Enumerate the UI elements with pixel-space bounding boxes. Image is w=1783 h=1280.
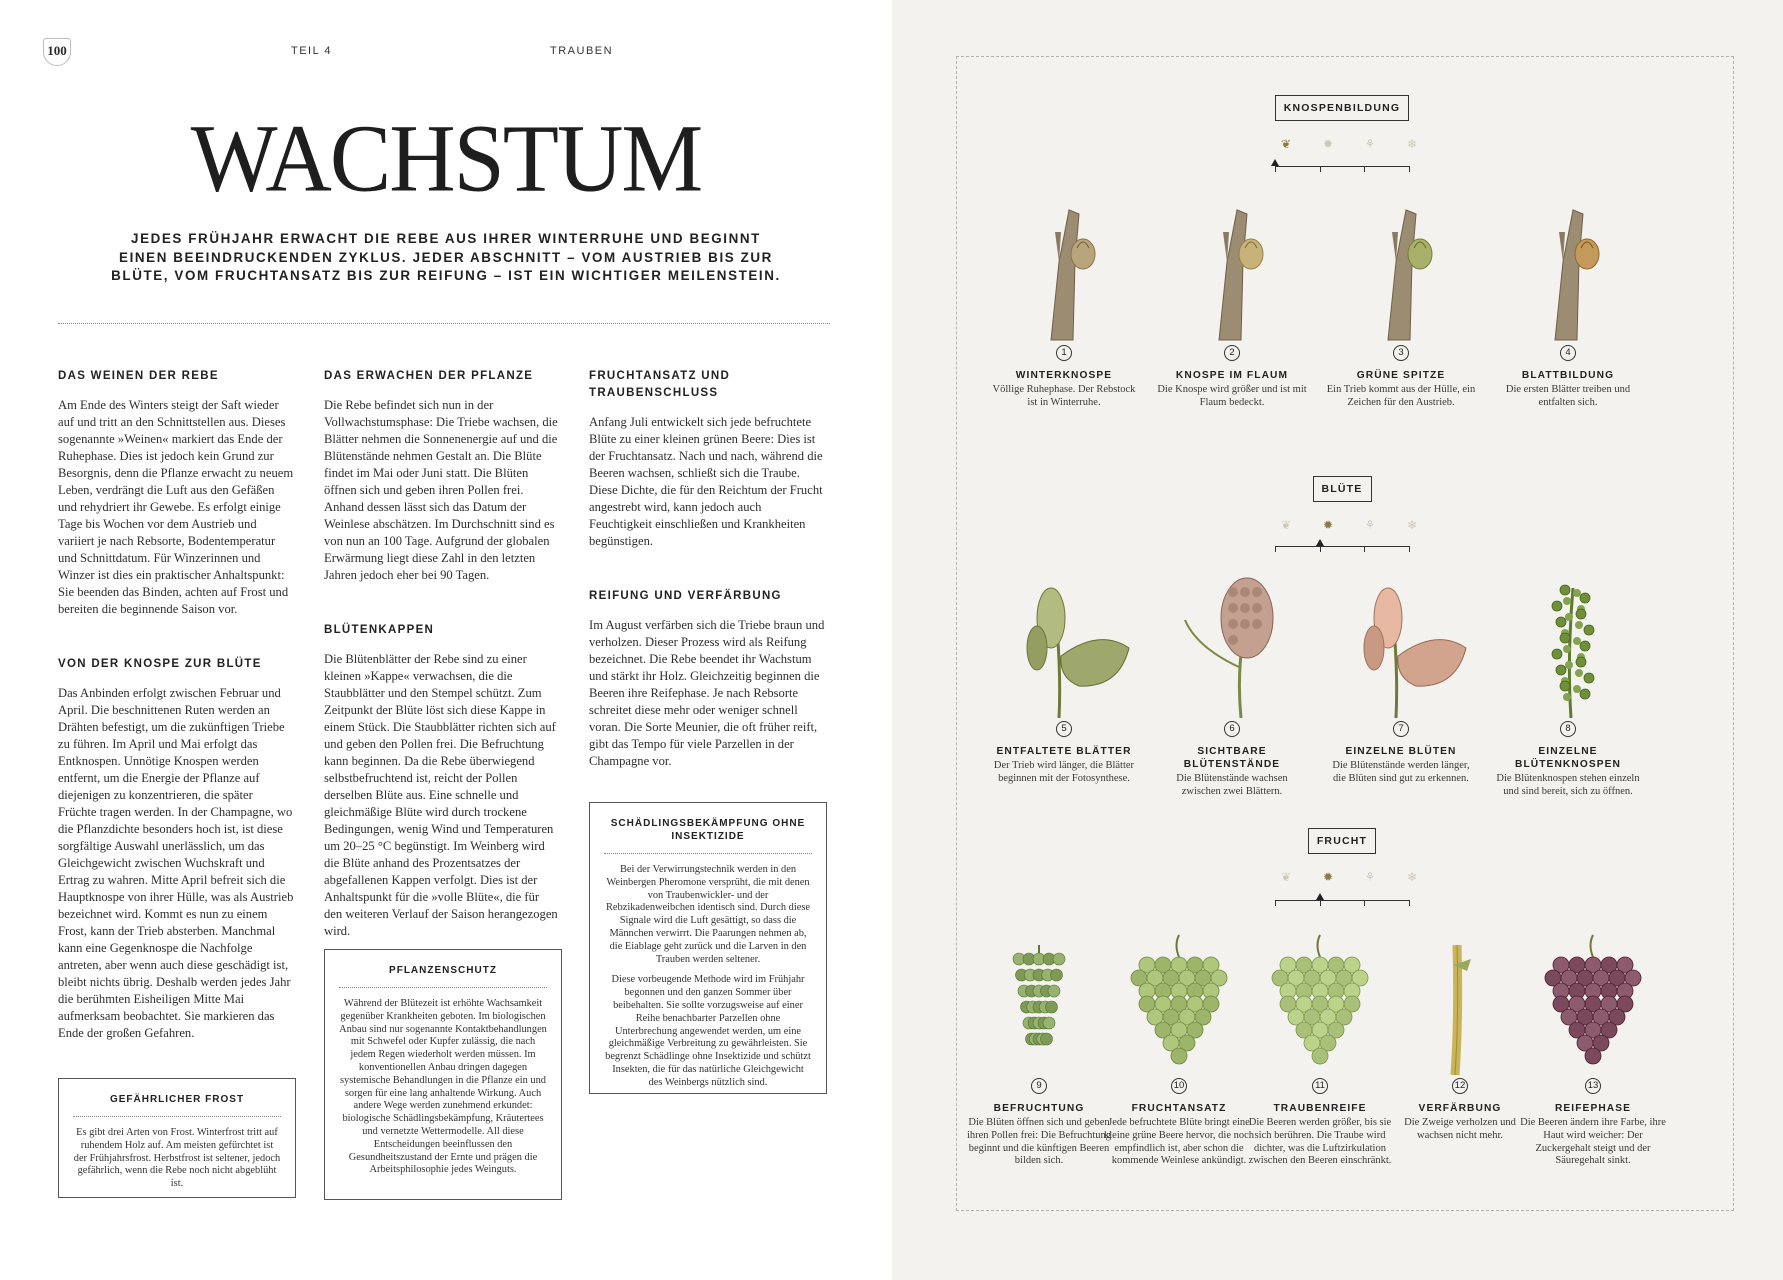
vine-illustration [989,192,1139,342]
section-heading: DAS WEINEN DER REBE [58,370,219,382]
box-heading: SCHÄDLINGSBEKÄMPFUNG OHNE INSEKTIZIDE [610,818,806,842]
section-text: Im August verfärben sich die Triebe braun und verholzen. Dieser Prozess wird als Reifung bezeichnet. Die Rebe beendet ihr Wachstum und stärkt ihr Holz. Gleichzeitig beginnen die Beeren ihre Reifephase. Je nach Rebsorte schreitet diese mehr oder weniger schnell voran. Die Sorte Meunier, die oft früher reift, gibt das Tempo für viele Parzellen in der Champagne vor. [589,618,825,768]
page-number: 100 [43,38,71,66]
stage-number: 13 [1585,1078,1601,1094]
timeline-tick [1320,546,1321,552]
stage-card [1385,925,1535,1143]
season-timeline [1275,546,1409,556]
stage-name: REIFEPHASE [1554,1103,1632,1114]
stage-name: WINTERKNOSPE [1015,370,1113,381]
timeline-tick [1409,166,1410,172]
stage-description: Ein Trieb kommt aus der Hülle, ein Zeichen für den Austrieb. [1326,384,1476,408]
section-heading: FRUCHTANSATZ UND TRAUBENSCHLUSS [589,370,731,399]
stage-card [1104,925,1254,1168]
stage-number: 2 [1224,345,1240,361]
stage-number: 3 [1393,345,1409,361]
leaf-icon: ❦ [1280,137,1292,151]
timeline-tick [1364,900,1365,906]
vine-illustration [989,568,1139,718]
stage-card [1157,568,1307,799]
column-1 [58,368,294,1042]
timeline-tick [1320,900,1321,906]
section-text: Das Anbinden erfolgt zwischen Februar und April. Die beschnittenen Ruten werden an Drähten befestigt, um die zukünftigen Triebe zu führen. Im April und Mai erfolgt das Entknospen. Unnötige Knospen werden entfernt, um die Energie der Pflanze auf diejenigen zu konzentrieren, die später Früchte tragen werden. In der Champagne, wo die Pflanzdichte besonders hoch ist, ist diese sorgfältige Auswahl unerlässlich, um das Gleichgewicht zwischen Wuchskraft und Ertrag zu wahren. Mitte April befreit sich die Hauptknospe von ihrer Hülle, was als Austrieb bezeichnet wird. Kommt es nun zu einem Frost, kann der Trieb absterben. Manchmal kann eine Gegenknospe die Nachfolge antreten, aber wenn auch diese geschädigt ist, bleibt nichts übrig. Deshalb werden jedes Jahr die berühmten Eisheiligen Mitte Mai aufmerksam beobachtet. Sie markieren das Ende der großen Gefahren. [58,686,294,1040]
vine-illustration [964,925,1114,1075]
season-timeline [1275,166,1409,176]
stage-description: Die Beeren ändern ihre Farbe, ihre Haut wird weicher: Der Zuckergehalt steigt und der Säuregehalt sinkt. [1520,1117,1666,1167]
stage-description: Die Blütenknospen stehen einzeln und sind bereit, sich zu öffnen. [1496,773,1640,797]
divider [58,323,830,324]
snowflake-icon: ❄ [1406,870,1418,884]
stage-name: GRÜNE SPITZE [1356,370,1446,381]
stage-description: Völlige Ruhephase. Der Rebstock ist in Winterruhe. [992,384,1136,408]
stage-description: Jede befruchtete Blüte bringt eine kleine grüne Beere hervor, die noch empfindlich ist, aber schon die kommende Weinlese ankündigt. [1104,1117,1255,1167]
intro-text: JEDES FRÜHJAHR ERWACHT DIE REBE AUS IHRER WINTERRUHE UND BEGINNT EINEN BEEINDRUCKENDEN ZYKLUS. JEDER ABSCHNITT – VOM AUSTRIEB BIS ZUR BLÜTE, VOM FRUCHTANSATZ BIS ZUR REIFUNG – IST EIN WICHTIGER MEILENSTEIN. [111,231,781,283]
stage-name: ENTFALTETE BLÄTTER [996,746,1132,757]
stage-card [989,568,1139,786]
stage-card [964,925,1114,1168]
stage-description: Die Blütenstände werden länger, die Blüten sind gut zu erkennen. [1332,760,1470,784]
stage-description: Der Trieb wird länger, die Blätter beginnen mit der Fotosynthese. [993,760,1135,784]
leaf-icon: ❦ [1280,518,1292,532]
running-head-chapter: TRAUBEN [550,45,614,57]
vine-illustration [1157,568,1307,718]
snowflake-icon: ❄ [1406,518,1418,532]
season-timeline [1275,900,1409,910]
stage-card [1326,192,1476,410]
column-3 [589,368,825,770]
stage-number: 1 [1056,345,1072,361]
section-heading: VON DER KNOSPE ZUR BLÜTE [58,658,262,670]
stage-number: 12 [1452,1078,1468,1094]
snowflake-icon: ❄ [1406,137,1418,151]
stage-card [1518,925,1668,1168]
stage-name: VERFÄRBUNG [1418,1103,1502,1114]
sprout-icon: ⚘ [1364,137,1376,151]
stage-card [1493,192,1643,410]
timeline-tick [1409,546,1410,552]
stage-card [1245,925,1395,1168]
vine-illustration [1326,568,1476,718]
stage-card [1326,568,1476,786]
season-icons [1270,869,1418,885]
stage-group-label: KNOSPENBILDUNG [1275,95,1410,121]
timeline-tick [1275,900,1276,906]
box-heading: GEFÄHRLICHER FROST [109,1094,245,1105]
vine-illustration [1104,925,1254,1075]
stage-name: BLATTBILDUNG [1521,370,1615,381]
timeline-tick [1409,900,1410,906]
timeline-tick [1364,546,1365,552]
stage-description: Die Knospe wird größer und ist mit Flaum bedeckt. [1157,384,1307,408]
box-heading: PFLANZENSCHUTZ [389,965,497,976]
timeline-tick [1364,166,1365,172]
box-text: Es gibt drei Arten von Frost. Winterfrost tritt auf ruhendem Holz auf. Am meisten gefürchtet ist der Frühjahrsfrost. Herbstfrost ist seltener, jedoch gefährlich, wenn die Rebe noch nicht abgeblüht ist. [73,1127,281,1190]
vine-illustration [1518,925,1668,1075]
vine-illustration [1326,192,1476,342]
stage-number: 6 [1224,721,1240,737]
timeline-marker [1271,159,1279,166]
plant-protection-box [324,949,562,1200]
stage-description: Die Blütenstände wachsen zwischen zwei Blättern. [1176,773,1288,797]
stage-name: EINZELNE BLÜTENKNOSPEN [1515,746,1621,770]
sun-icon: ✹ [1322,518,1334,532]
stage-name: BEFRUCHTUNG [993,1103,1085,1114]
stage-number: 8 [1560,721,1576,737]
vine-illustration [1493,568,1643,718]
running-head-part: TEIL 4 [291,45,332,57]
stage-description: Die ersten Blätter treiben und entfalten sich. [1505,384,1631,408]
stage-number: 4 [1560,345,1576,361]
stage-group-label: FRUCHT [1308,828,1376,854]
box-text: Bei der Verwirrungstechnik werden in den Weinbergen Pheromone versprüht, die mit denen von Traubenwickler- und der Rebzikadenweibchen identisch sind. Durch diese Signale wird die Luft gesättigt, so dass die Männchen verwirrt. Die Paarungen nehmen ab, die Eiablage geht zurück und die Larven in den Trauben werden seltener. [606,864,810,965]
stage-number: 11 [1312,1078,1328,1094]
box-text: Während der Blütezeit ist erhöhte Wachsamkeit gegenüber Krankheiten geboten. Im biologischen Anbau sind nur sogenannte Kontaktbehandlungen mit Schwefel oder Kupfer zulässig, die nach jedem Regen wiederholt werden müssen. Im konventionellen Anbau dringen dagegen systemische Behandlungen in die Pflanze ein und sorgen für eine lang anhaltende Wirkung. Auch andere Wege werden zunehmend erkundet: biologische Schädlingsbekämpfung, Kräutertees und vernetzte Wettermodelle. All diese Entscheidungen beeinflussen den Gesundheitszustand der Ernte und prägen die Arbeitsphilosophie jedes Weinguts. [339,998,547,1176]
box-text: Diese vorbeugende Methode wird im Frühjahr begonnen und den ganzen Sommer über beibehalten. Sie sollte vorzugsweise auf einer Reihe benachbarter Parzellen ohne Unterbrechung angewendet werden, um eine gleichmäßige Verbreitung zu gewährleisten. Sie begrenzt Schädlinge ohne Insektizide und schützt Insekten, die für das natürliche Gleichgewicht des Weinbergs nützlich sind. [605,974,811,1088]
timeline-tick [1275,166,1276,172]
stage-card [1157,192,1307,410]
timeline-marker [1316,539,1324,546]
section-text: Die Rebe befindet sich nun in der Vollwachstumsphase: Die Triebe wachsen, die Blätter nehmen die Sonnenenergie auf und die Blütenstände nehmen Gestalt an. Die Blüte findet im Mai oder Juni statt. Die Blüten öffnen sich und geben ihren Pollen frei. Anhand dessen lässt sich das Datum der Weinlese abschätzen. Im Durchschnitt sind es von nun an 100 Tage. Aufgrund der globalen Erwärmung liegt diese Zahl in den letzten Jahren jedoch eher bei 90 Tagen. [324,398,558,582]
section-text: Die Blütenblätter der Rebe sind zu einer kleinen »Kappe« verwachsen, die die Staubblätter und den Stempel schützt. Zum Zeitpunkt der Blüte löst sich diese Kappe in einem Stück. Die Staubblätter richten sich auf und geben den Pollen frei. Die Befruchtung kann beginnen. Da die Rebe überwiegend selbstbefruchtend ist, reicht der Pollen derselben Blüte aus. Eine schnelle und gleichmäßige Blüte wird durch trockene Bedingungen, wenig Wind und Temperaturen um 20–25 °C begünstigt. Im Weinberg wird die Blüte anhand des Prozentsatzes der abgefallenen Kappen verfolgt. Dies ist der Anhaltspunkt für die »volle Blüte«, die für den weiteren Verlauf der Saison herangezogen wird. [324,652,558,938]
stage-number: 5 [1056,721,1072,737]
section-text: Am Ende des Winters steigt der Saft wieder auf und tritt an den Schnittstellen aus. Dieses sogenannte »Weinen« markiert das Ende der Ruhephase. Dies ist jedoch kein Grund zur Besorgnis, denn die Pflanze erwacht zu neuem Leben, verdrängt die Luft aus den Gefäßen und rehydriert ihr Gewebe. Es erfolgt einige Tage bis Wochen vor dem Austrieb und variiert je nach Rebsorte, Bodentemperatur und Schnittdatum. Für Winzerinnen und Winzer ist dies ein praktischer Anhaltspunkt: Sie beenden das Binden, achten auf Frost und bereiten die beginnende Saison vor. [58,398,294,616]
vine-illustration [1385,925,1535,1075]
right-page [892,0,1783,1280]
pest-control-box [589,802,827,1094]
timeline-tick [1320,166,1321,172]
timeline-tick [1275,546,1276,552]
stage-description: Die Zweige verholzen und wachsen nicht mehr. [1404,1117,1516,1141]
box-divider [604,853,812,854]
section-heading: REIFUNG UND VERFÄRBUNG [589,590,782,602]
sun-icon: ✹ [1322,870,1334,884]
section-text: Anfang Juli entwickelt sich jede befruchtete Blüte zu einer kleinen grünen Beere: Dies ist der Fruchtansatz. Nach und nach, während die Beeren wachsen, schließt sich die Traube. Diese Dichte, die für den Reichtum der Frucht angestrebt wird, kann jedoch auch Feuchtigkeit einschließen und Krankheiten begünstigen. [589,415,823,548]
page-title: WACHSTUM [190,104,702,212]
box-divider [339,987,547,988]
box-divider [73,1116,281,1117]
section-heading: BLÜTENKAPPEN [324,624,435,636]
vine-illustration [1157,192,1307,342]
column-2 [324,368,560,940]
vine-illustration [1245,925,1395,1075]
stage-description: Die Beeren werden größer, bis sie sich berühren. Die Traube wird dichter, was die Luftzirkulation zwischen den Beeren einschränkt. [1248,1117,1392,1167]
stage-card [989,192,1139,410]
stage-name: KNOSPE IM FLAUM [1175,370,1289,381]
season-icons [1270,517,1418,533]
leaf-icon: ❦ [1280,870,1292,884]
stage-card [1493,568,1643,799]
stage-name: TRAUBENREIFE [1273,1103,1367,1114]
stage-group-label: BLÜTE [1313,476,1372,502]
stage-description: Die Blüten öffnen sich und geben ihren Pollen frei: Die Befruchtung beginnt und die künftigen Beeren bilden sich. [966,1117,1112,1167]
frost-box [58,1078,296,1198]
sprout-icon: ⚘ [1364,870,1376,884]
season-icons [1270,136,1418,152]
stage-name: EINZELNE BLÜTEN [1345,746,1457,757]
stage-name: SICHTBARE BLÜTENSTÄNDE [1183,746,1281,770]
stage-number: 10 [1171,1078,1187,1094]
stage-number: 7 [1393,721,1409,737]
section-heading: DAS ERWACHEN DER PFLANZE [324,370,534,382]
stage-number: 9 [1031,1078,1047,1094]
sprout-icon: ⚘ [1364,518,1376,532]
vine-illustration [1493,192,1643,342]
sun-icon: ✹ [1322,137,1334,151]
timeline-marker [1316,893,1324,900]
stage-name: FRUCHTANSATZ [1131,1103,1227,1114]
